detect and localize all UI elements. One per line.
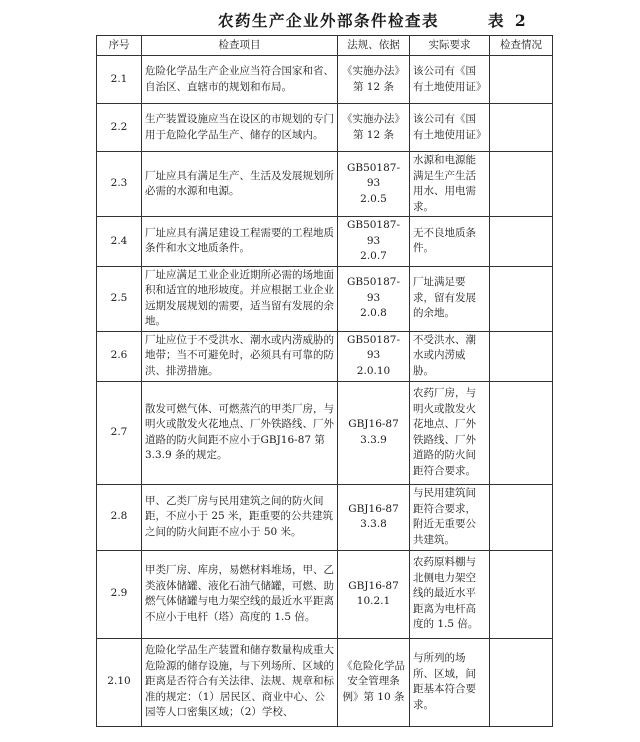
row-law: 《实施办法》 第 12 条 bbox=[338, 56, 410, 104]
row-requirement: 农药原料棚与北侧电力架空线的最近水平距离为电杆高度的 1.5 倍。 bbox=[410, 550, 490, 638]
row-serial: 2.4 bbox=[97, 217, 142, 267]
row-law: GBJ16-87 3.3.8 bbox=[338, 484, 410, 550]
table-number: 表 2 bbox=[488, 11, 529, 30]
row-requirement: 无不良地质条件。 bbox=[410, 217, 490, 267]
row-law: GB50187-93 2.0.7 bbox=[338, 217, 410, 267]
table-header-row bbox=[97, 36, 553, 56]
row-law: 《实施办法》 第 12 条 bbox=[338, 104, 410, 152]
row-serial: 2.5 bbox=[97, 266, 142, 331]
table-row bbox=[97, 266, 553, 331]
row-requirement: 农药厂房，与明火或散发火花地点、厂外铁路线、厂外道路的防火间距符合要求。 bbox=[410, 381, 490, 484]
row-item: 散发可燃气体、可燃蒸汽的甲类厂房，与明火或散发火花地点、厂外铁路线、厂外道路的防火间距不应小于GBJ16-87 第 3.3.9 条的规定。 bbox=[142, 381, 338, 484]
header-requirement: 实际要求 bbox=[410, 36, 490, 56]
row-check bbox=[490, 104, 553, 152]
row-law: GBJ16-87 3.3.9 bbox=[338, 381, 410, 484]
row-item: 危险化学品生产装置和储存数量构成重大危险源的储存设施，与下列场所、区域的距离是否符合有关法律、法规、规章和标准的规定：（1）居民区、商业中心、公园等人口密集区域；（2）学校、 bbox=[142, 638, 338, 726]
row-serial: 2.10 bbox=[97, 638, 142, 726]
header-check-status: 检查情况 bbox=[490, 36, 553, 56]
table-row bbox=[97, 381, 553, 484]
document-title: 农药生产企业外部条件检查表 bbox=[218, 11, 440, 30]
row-requirement: 不受洪水、潮水或内涝威胁。 bbox=[410, 331, 490, 381]
row-check bbox=[490, 550, 553, 638]
row-item: 厂址应具有满足建设工程需要的工程地质条件和水文地质条件。 bbox=[142, 217, 338, 267]
row-serial: 2.9 bbox=[97, 550, 142, 638]
row-serial: 2.1 bbox=[97, 56, 142, 104]
row-requirement: 与民用建筑间距符合要求，附近无重要公共建筑。 bbox=[410, 484, 490, 550]
row-serial: 2.3 bbox=[97, 152, 142, 217]
row-check bbox=[490, 638, 553, 726]
row-item: 厂址应满足工业企业近期所必需的场地面积和适宜的地形坡度。并应根据工业企业远期发展规划的需要，适当留有发展的余地。 bbox=[142, 266, 338, 331]
row-item: 甲、乙类厂房与民用建筑之间的防火间距，不应小于 25 米，距重要的公共建筑之间的防火间距不应小于 50 米。 bbox=[142, 484, 338, 550]
row-item: 厂址应位于不受洪水、潮水或内涝威胁的地带；当不可避免时，必须具有可靠的防洪、排涝措施。 bbox=[142, 331, 338, 381]
row-law: GB50187-93 2.0.5 bbox=[338, 152, 410, 217]
row-law: GBJ16-87 10.2.1 bbox=[338, 550, 410, 638]
row-item: 生产装置设施应当在设区的市规划的专门用于危险化学品生产、储存的区域内。 bbox=[142, 104, 338, 152]
header-law: 法规、依据 bbox=[338, 36, 410, 56]
document-title-bar bbox=[0, 9, 640, 29]
row-law: GB50187-93 2.0.10 bbox=[338, 331, 410, 381]
header-item: 检查项目 bbox=[142, 36, 338, 56]
table-row bbox=[97, 217, 553, 267]
table-row bbox=[97, 152, 553, 217]
row-check bbox=[490, 56, 553, 104]
row-check bbox=[490, 217, 553, 267]
inspection-table bbox=[96, 35, 553, 727]
table-row bbox=[97, 56, 553, 104]
table-row bbox=[97, 550, 553, 638]
row-requirement: 厂址满足要求，留有发展的余地。 bbox=[410, 266, 490, 331]
table-row bbox=[97, 638, 553, 726]
table-row bbox=[97, 104, 553, 152]
row-law: GB50187-93 2.0.8 bbox=[338, 266, 410, 331]
row-serial: 2.2 bbox=[97, 104, 142, 152]
row-check bbox=[490, 484, 553, 550]
row-requirement: 水源和电源能满足生产生活用水、用电需求。 bbox=[410, 152, 490, 217]
row-requirement: 与所列的场所、区域，间距基本符合要求。 bbox=[410, 638, 490, 726]
table-row bbox=[97, 331, 553, 381]
row-item: 甲类厂房、库房，易燃材料堆场，甲、乙类液体储罐、液化石油气储罐，可燃、助燃气体储罐与电力架空线的最近水平距离不应小于电杆（塔）高度的 1.5 倍。 bbox=[142, 550, 338, 638]
row-serial: 2.7 bbox=[97, 381, 142, 484]
row-requirement: 该公司有《国有土地使用证》 bbox=[410, 56, 490, 104]
row-check bbox=[490, 331, 553, 381]
row-item: 厂址应具有满足生产、生活及发展规划所必需的水源和电源。 bbox=[142, 152, 338, 217]
header-serial: 序号 bbox=[97, 36, 142, 56]
row-serial: 2.6 bbox=[97, 331, 142, 381]
row-check bbox=[490, 381, 553, 484]
row-check bbox=[490, 266, 553, 331]
row-check bbox=[490, 152, 553, 217]
table-row bbox=[97, 484, 553, 550]
row-law: 《危险化学品安全管理条例》第 10 条 bbox=[338, 638, 410, 726]
row-item: 危险化学品生产企业应当符合国家和省、自治区、直辖市的规划和布局。 bbox=[142, 56, 338, 104]
row-serial: 2.8 bbox=[97, 484, 142, 550]
row-requirement: 该公司有《国有土地使用证》 bbox=[410, 104, 490, 152]
